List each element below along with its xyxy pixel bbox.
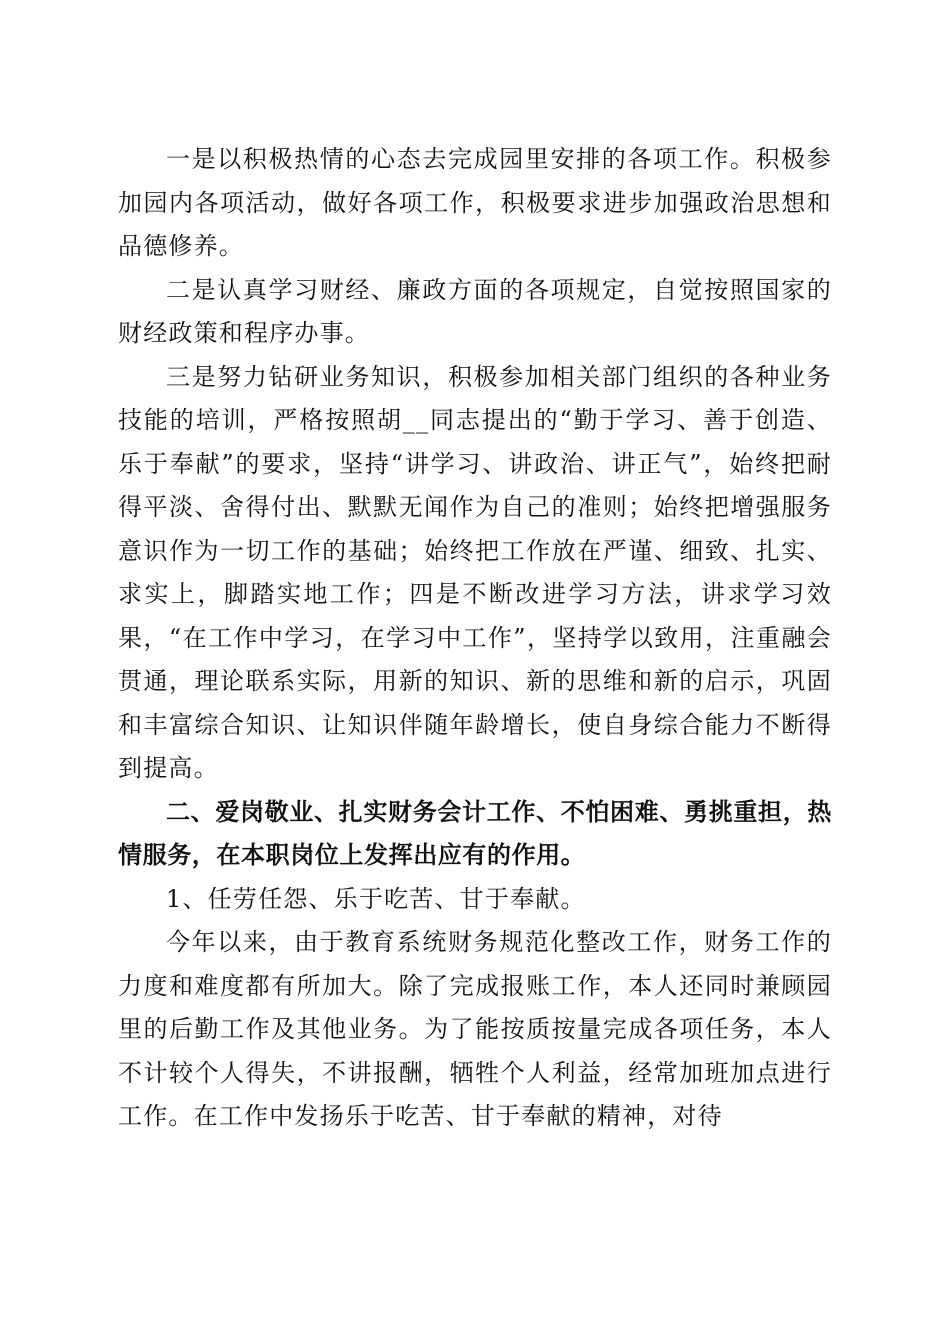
paragraph-finance-rules: 二是认真学习财经、廉政方面的各项规定，自觉按照国家的财经政策和程序办事。 [118,275,832,347]
section-heading-dedication: 二、爱岗敬业、扎实财务会计工作、不怕困难、勇挑重担，热情服务，在本职岗位上发挥出应有的作用。 [118,797,832,869]
subheading-hard-work: 1、任劳任怨、乐于吃苦、甘于奉献。 [166,884,586,913]
document-body [118,138,832,1139]
paragraph-study-attitude: 一是以积极热情的心态去完成园里安排的各项工作。积极参加园内各项活动，做好各项工作，积极要求进步加强政治思想和品德修养。 [118,145,832,260]
paragraph-workload: 今年以来，由于教育系统财务规范化整改工作，财务工作的力度和难度都有所加大。除了完成报账工作，本人还同时兼顾园里的后勤工作及其他业务。为了能按质按量完成各项任务，本人不计较个人得失，不讲报酬，牺牲个人利益，经常加班加点进行工作。在工作中发扬乐于吃苦、甘于奉献的精神，对待 [118,928,832,1130]
paragraph-professional-study: 三是努力钻研业务知识，积极参加相关部门组织的各种业务技能的培训，严格按照胡__同志提出的“勤于学习、善于创造、乐于奉献”的要求，坚持“讲学习、讲政治、讲正气”，始终把耐得平淡、舍得付出、默默无闻作为自己的准则；始终把增强服务意识作为一切工作的基础；始终把工作放在严谨、细致、扎实、求实上，脚踏实地工作；四是不断改进学习方法，讲求学习效果，“在工作中学习，在学习中工作”，坚持学以致用，注重融会贯通，理论联系实际，用新的知识、新的思维和新的启示，巩固和丰富综合知识、让知识伴随年龄增长，使自身综合能力不断得到提高。 [118,362,832,782]
